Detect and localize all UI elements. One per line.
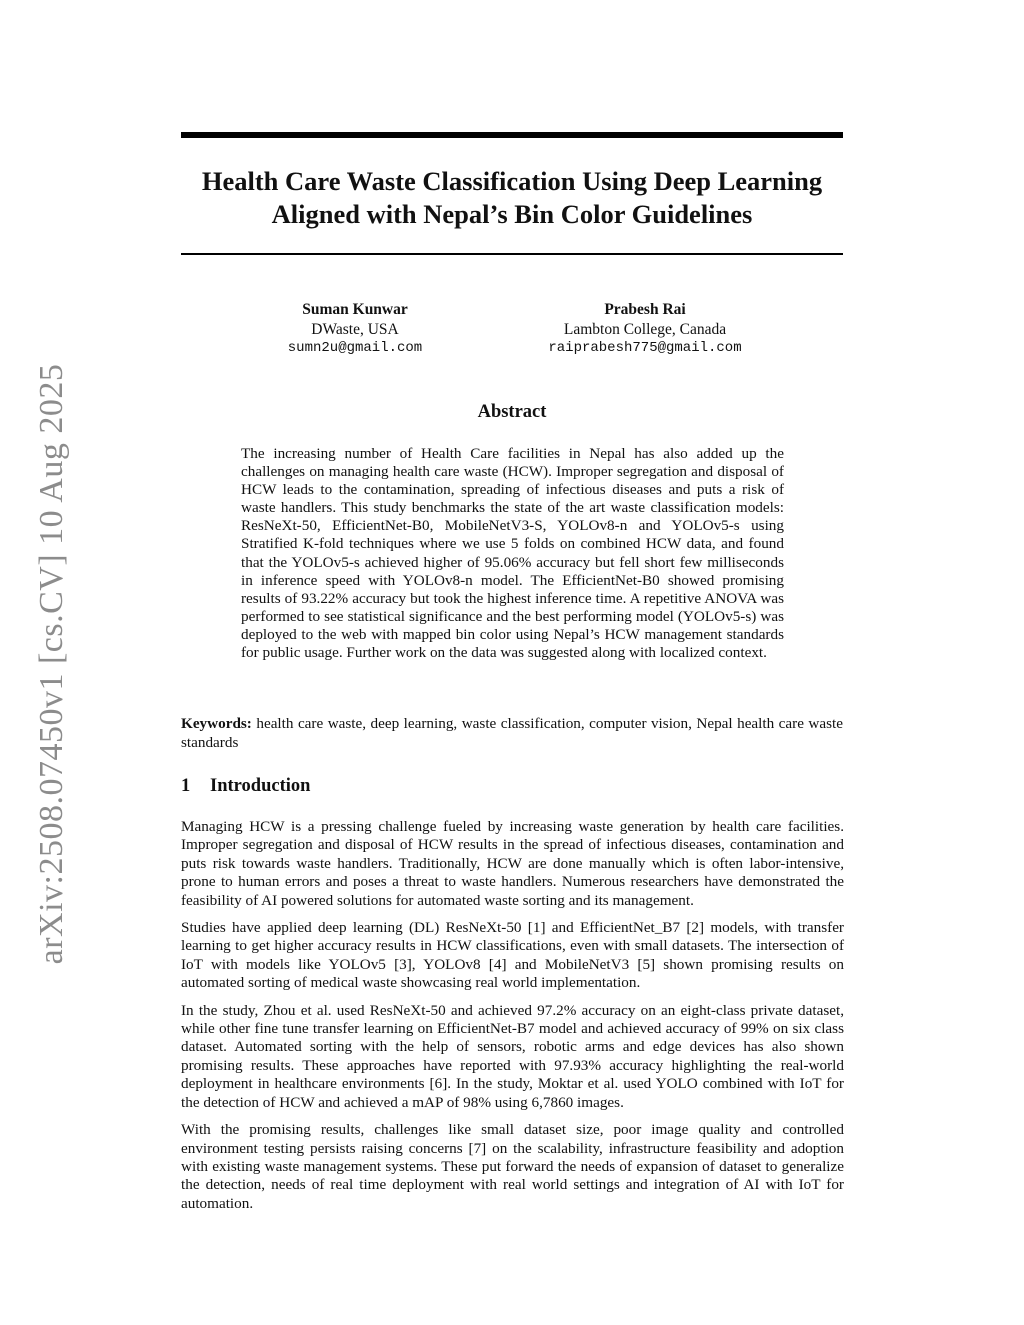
body-paragraph: Studies have applied deep learning (DL) ResNeXt-50 [1] and EfficientNet_B7 [2] models, with transfer learning to get higher accuracy results in HCW classifications, even with small datasets. The intersection of IoT with models like YOLOv5 [3], YOLOv8 [4] and MobileNetV3 [5] shown promising results on automated sorting of medical waste showcasing real world implementation.: [181, 919, 844, 992]
author-email: raiprabesh775@gmail.com: [548, 340, 742, 356]
section-title: Introduction: [210, 776, 311, 796]
keywords: [181, 714, 843, 752]
author-affiliation: Lambton College, Canada: [563, 320, 727, 338]
title-rule-top: [181, 132, 843, 138]
paper-title: [170, 165, 854, 231]
author-email: sumn2u@gmail.com: [287, 340, 423, 356]
body-paragraph: In the study, Zhou et al. used ResNeXt-50 and achieved 97.2% accuracy on an eight-class private dataset, while other fine tune transfer learning on EfficientNet-B7 model and achieved accuracy of 99% on six class dataset. Automated sorting with the help of sensors, robotic arms and edge devices has also shown promising results. These approaches have reported with 97.93% accuracy highlighting the real-world deployment in healthcare environments [6]. In the study, Moktar et al. used YOLO combined with IoT for the detection of HCW and achieved a mAP of 98% using 6,7860 images.: [181, 1001, 844, 1111]
author-block: [495, 300, 795, 359]
body-paragraph: With the promising results, challenges like small dataset size, poor image quality and controlled environment testing persists raising concerns [7] on the scalability, infrastructure feasibility and adoption with existing waste management systems. These put forward the needs of expansion of dataset to generalize the detection, needs of real time deployment with real world settings and integration of AI with IoT for automation.: [181, 1121, 844, 1212]
introduction-body: [181, 818, 844, 1222]
keywords-text: health care waste, deep learning, waste classification, computer vision, Nepal health care waste standards: [181, 715, 844, 751]
abstract-heading: Abstract: [477, 402, 547, 422]
section-number: 1: [181, 776, 191, 796]
author-block: [205, 300, 505, 359]
section-heading: [181, 776, 843, 797]
arxiv-identifier: arXiv:2508.07450v1 [cs.CV] 10 Aug 2025: [33, 363, 70, 965]
abstract-text: The increasing number of Health Care facilities in Nepal has also added up the challenges on managing health care waste (HCW). Improper segregation and disposal of HCW leads to the contamination, spreading of infectious diseases and puts a risk of waste handlers. This study benchmarks the state of the art waste classification models: ResNeXt-50, EfficientNet-B0, MobileNetV3-S, YOLOv8-n and YOLOv5-s using Stratified K-fold techniques where we use 5 folds on combined HCW data, and found that the YOLOv5-s achieved higher of 95.06% accuracy but fell short few milliseconds in inference speed with YOLOv8-n model. The EfficientNet-B0 showed promising results of 93.22% accuracy but took the highest inference time. A repetitive ANOVA was performed to see statistical significance and the best performing model (YOLOv5-s) was deployed to the web with mapped bin color using Nepal’s HCW management standards for public usage. Further work on the data was suggested along with localized context.: [241, 445, 784, 662]
title-rule-bottom: [181, 253, 843, 255]
title-line: Aligned with Nepal’s Bin Color Guidelines: [271, 199, 753, 229]
keywords-label: Keywords:: [181, 715, 252, 732]
author-name: Suman Kunwar: [302, 301, 408, 318]
author-affiliation: DWaste, USA: [311, 320, 399, 338]
author-name: Prabesh Rai: [604, 301, 686, 318]
body-paragraph: Managing HCW is a pressing challenge fueled by increasing waste generation by health care facilities. Improper segregation and disposal of HCW results in the spread of infectious diseases, contamination and puts risk towards waste handlers. Traditionally, HCW are done manually which is often labor-intensive, prone to human errors and poses a threat to waste handlers. Numerous researchers have demonstrated the feasibility of AI powered solutions for automated waste sorting and its management.: [181, 818, 844, 909]
title-line: Health Care Waste Classification Using Deep Learning: [201, 166, 823, 196]
